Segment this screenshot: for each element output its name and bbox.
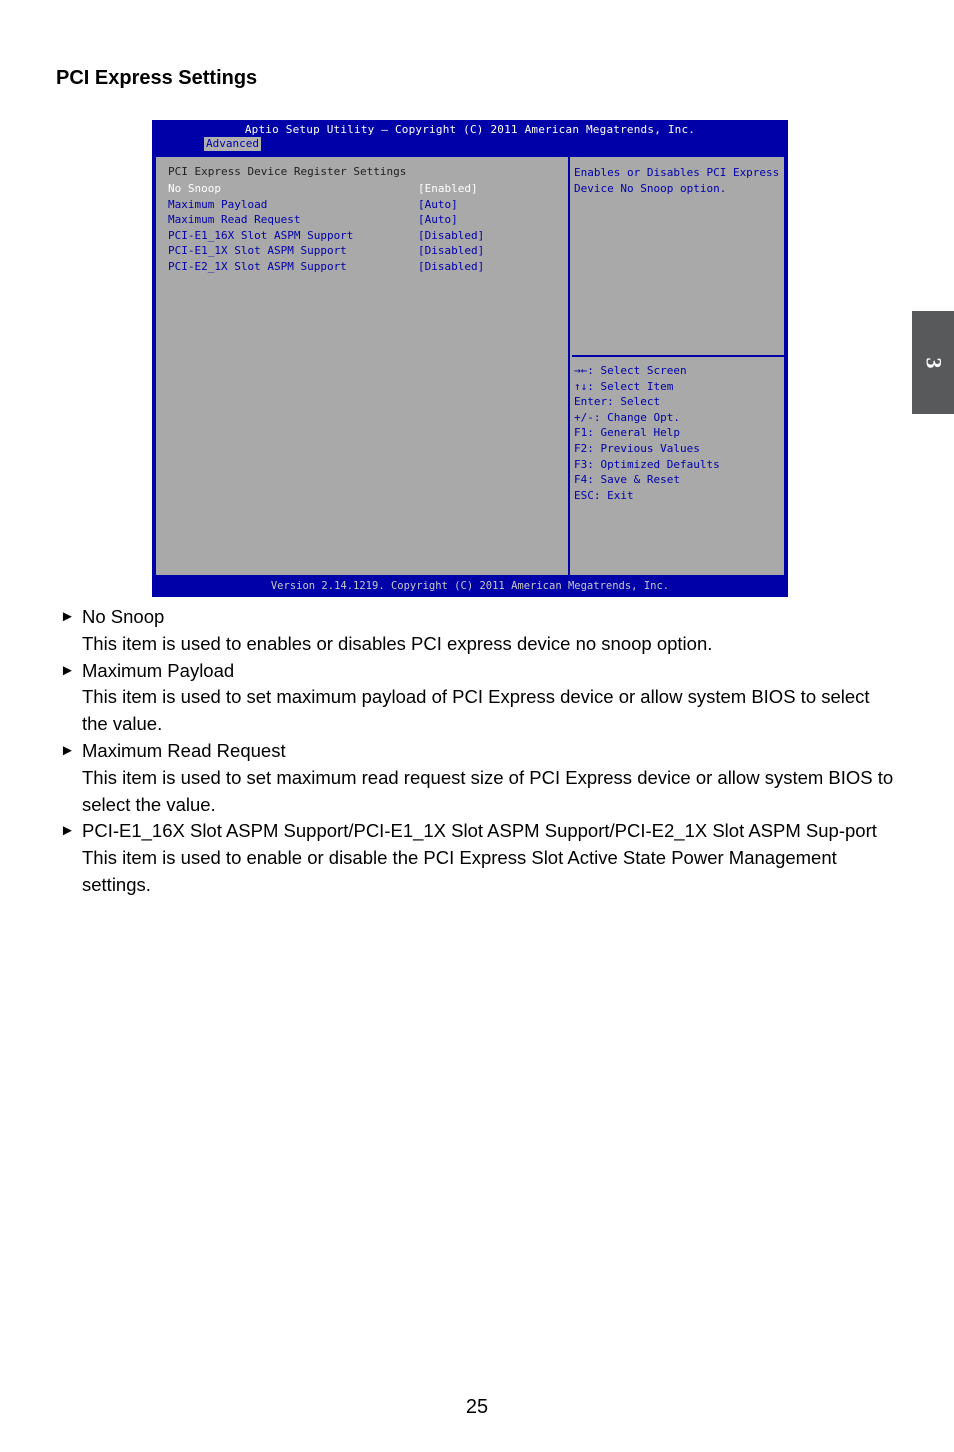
setting-label: PCI-E1_1X Slot ASPM Support	[168, 244, 347, 258]
bios-title: Aptio Setup Utility – Copyright (C) 2011 American Megatrends, Inc.	[244, 123, 696, 136]
setting-row[interactable]	[168, 212, 563, 228]
item-descriptions	[60, 604, 900, 899]
setting-value[interactable]: [Auto]	[418, 197, 458, 211]
key-hint: ↑↓: Select Item	[574, 379, 674, 393]
item-heading-text: No Snoop	[82, 606, 165, 627]
bios-header	[152, 120, 788, 154]
key-hint: →←: Select Screen	[574, 364, 687, 377]
setting-row[interactable]	[168, 181, 563, 197]
key-legend	[574, 363, 720, 503]
item-description: This item is used to set maximum read request size of PCI Express device or allow system BIOS to select the value.	[82, 766, 894, 815]
item-description: This item is used to enables or disables PCI express device no snoop option.	[82, 632, 713, 654]
key-hint: F2: Previous Values	[574, 441, 700, 455]
setting-row[interactable]	[168, 197, 563, 213]
item-heading-text: PCI-E1_16X Slot ASPM Support/PCI-E1_1X Slot ASPM Support/PCI-E2_1X Slot ASPM Sup-port	[82, 820, 877, 842]
chapter-tab	[912, 311, 954, 414]
key-hint: F4: Save & Reset	[574, 473, 680, 487]
triangle-bullet-icon: ►	[60, 741, 75, 759]
page-title: PCI Express Settings	[56, 67, 258, 89]
help-pane	[572, 157, 784, 357]
setting-row[interactable]	[168, 259, 563, 275]
key-hint: Enter: Select	[574, 395, 661, 409]
section-label: PCI Express Device Register Settings	[168, 165, 407, 178]
setting-label: Maximum Payload	[168, 197, 268, 211]
key-hint: ESC: Exit	[574, 488, 634, 502]
triangle-bullet-icon: ►	[60, 822, 75, 840]
item-heading	[60, 658, 900, 685]
chapter-number: 3	[921, 357, 946, 368]
item-heading	[60, 604, 900, 631]
item-heading-text: Maximum Read Request	[82, 739, 286, 761]
setting-label: No Snoop	[168, 182, 221, 195]
setting-value[interactable]: [Auto]	[418, 213, 458, 227]
item-description: This item is used to set maximum payload of PCI Express device or allow system BIOS to select the value.	[82, 686, 870, 735]
help-text: Enables or Disables PCI Express Device No Snoop option.	[574, 166, 780, 195]
key-hint: F3: Optimized Defaults	[574, 457, 720, 471]
setting-value[interactable]: [Disabled]	[418, 259, 485, 273]
item-heading	[60, 818, 900, 845]
item-description: This item is used to enable or disable the PCI Express Slot Active State Power Management settings.	[82, 847, 837, 895]
triangle-bullet-icon: ►	[60, 608, 75, 625]
setting-row[interactable]	[168, 243, 563, 259]
key-hint: +/-: Change Opt.	[574, 410, 680, 424]
page-number: 25	[465, 1396, 489, 1418]
settings-list	[168, 181, 563, 275]
setting-value[interactable]: [Disabled]	[418, 228, 485, 242]
setting-value[interactable]: [Enabled]	[418, 182, 478, 195]
setting-row[interactable]	[168, 228, 563, 244]
key-hint: F1: General Help	[574, 426, 680, 440]
setting-label: PCI-E1_16X Slot ASPM Support	[168, 228, 354, 242]
setting-label: PCI-E2_1X Slot ASPM Support	[168, 259, 347, 273]
bios-screen	[152, 120, 788, 597]
setting-value[interactable]: [Disabled]	[418, 244, 485, 258]
settings-pane	[156, 157, 570, 575]
bios-body	[155, 156, 785, 576]
tab-advanced[interactable]: Advanced	[206, 137, 259, 150]
item-heading-text: Maximum Payload	[82, 659, 235, 681]
keys-pane	[572, 357, 784, 575]
setting-label: Maximum Read Request	[168, 213, 301, 227]
bios-footer: Version 2.14.1219. Copyright (C) 2011 American Megatrends, Inc.	[270, 580, 670, 592]
item-heading	[60, 738, 900, 765]
triangle-bullet-icon: ►	[60, 661, 75, 679]
